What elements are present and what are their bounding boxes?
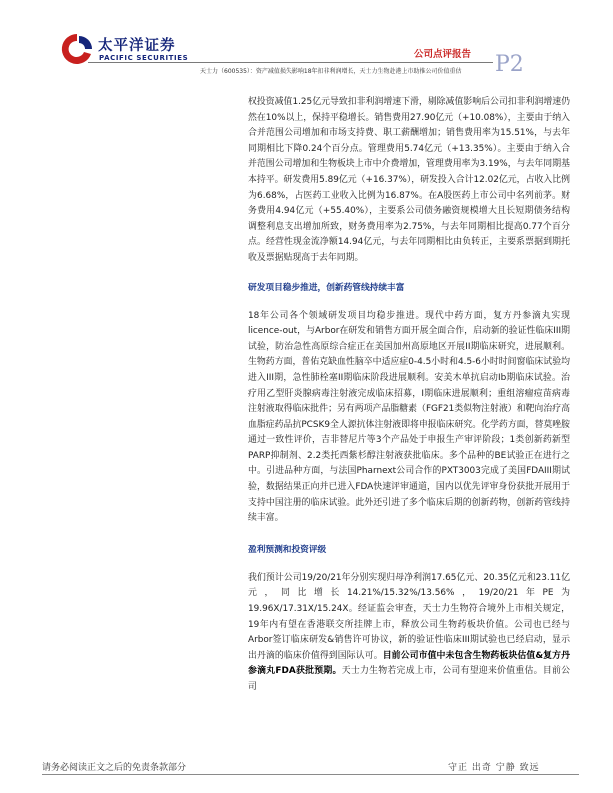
logo-chinese-name: 太平洋证券 — [98, 38, 176, 54]
forecast-text: 我们预计公司19/20/21年分别实现归母净利润17.65亿元、20.35亿元和23.11亿元，同比增长14.21%/15.32%/13.56%，19/20/21年PE为19.96X/17.31X/15.24X。经证监会审查，天士力生物符合境外上市相关规定，19年内有望在香港联交所挂牌上市，释放公司生物药板块价值。公司也已经与Arbor签订临床研发&销售许可协议，新的验证性临床III期试验也已经启动，显示出丹滴的临床价值得到国际认可。 — [248, 572, 570, 661]
logo-english-name: PACIFIC SECURITIES — [99, 54, 189, 62]
report-subtitle: 天士力（600535）：资产减值损失影响18年扣非利润增长，天士力生物赴港上市助推公司价值重估 — [200, 68, 462, 75]
section-title-forecast: 盈利预测和投资评级 — [248, 544, 327, 555]
report-type-label: 公司点评报告 — [414, 49, 472, 60]
section-title-rnd: 研发项目稳步推进，创新药管线持续丰富 — [248, 282, 405, 293]
rnd-progress-paragraph: 18年公司各个领域研发项目均稳步推进。现代中药方面，复方丹参滴丸实现licence-out，与Arbor在研发和销售方面开展全面合作，启动新的验证性临床III期试验，防治急性高原综合症正在美国加州高原地区开展II期临床研究，进展顺利。生物药方面，普佑克缺血性脑卒中适应症0-4.5小时和4.5-6小时时间窗临床试验均进入III期，急性肺栓塞II期临床阶段进展顺利。安美木单抗启动Ib期临床试验。治疗用乙型肝炎腺病毒注射液完成临床招募，I期临床进展顺利；重组溶瘤痘苗病毒注射液取得临床批件；另有两项产品脂糖素（FGF21类似物注射液）和靶向治疗高血脂症药品抗PCSK9全人源抗体注射液即将申报临床研究。化学药方面，替莫唑胺通过一致性评价，吉非替尼片等3个产品处于申报生产审评阶段；1类创新药新型PARP抑制剂、2.2类托西紫杉醇注射液获批临床。多个品种的BE试验正在进行之中。引进品种方面，与法国Pharnext公司合作的PXT3003完成了美国FDAIII期试验，数据结果正向并已进入FDA快速评审通道，国内以优先评审身份获批开展用于支持中国注册的临床试验。此外还引进了多个临床后期的创新药物，创新药管线持续丰富。 — [248, 310, 570, 524]
company-logo — [60, 32, 210, 72]
forecast-text-continued: 天士力生物若完成上市，公司有望迎来价值重估。目前公司 — [248, 666, 570, 692]
footer-disclaimer: 请务必阅读正文之后的免责条款部分 — [42, 763, 187, 773]
forecast-paragraph — [248, 571, 570, 696]
financial-analysis-paragraph: 权投资减值1.25亿元导致扣非利润增速下滑，剔除减值影响后公司扣非利润增速仍然在10%以上，保持平稳增长。销售费用27.90亿元（+10.08%），主要由于纳入合并范围公司增加和市场支持费、职工薪酬增加；销售费用率为15.51%，与去年同期相比下降0.24个百分点。管理费用5.74亿元（+13.35%）。主要由于纳入合并范围公司增加和生物板块上市中介费增加，管理费用率为3.19%，与去年同期基本持平。研发费用5.89亿元（+16.37%），研发投入合计12.02亿元，占收入比例为6.68%，占医药工业收入比例为16.87%。在A股医药上市公司中名列前茅。财务费用4.94亿元（+55.40%），主要系公司债务融资规模增大且长短期债务结构调整利息支出增加所致，财务费用率为2.75%，与去年同期相比提高0.77个百分点。经营性现金流净额14.94亿元，与去年同期相比由负转正，主要系票据到期托收及票据贴现高于去年同期。 — [248, 97, 570, 263]
page-number: P2 — [495, 52, 524, 77]
footer-motto: 守正 出奇 宁静 致远 — [448, 763, 540, 773]
forecast-bold-text: 目前公司市值中未包含生物药板块估值&复方丹参滴丸FDA获批预期。 — [248, 650, 570, 677]
report-body — [248, 95, 570, 696]
header-divider — [88, 62, 493, 63]
footer-divider — [42, 774, 579, 775]
